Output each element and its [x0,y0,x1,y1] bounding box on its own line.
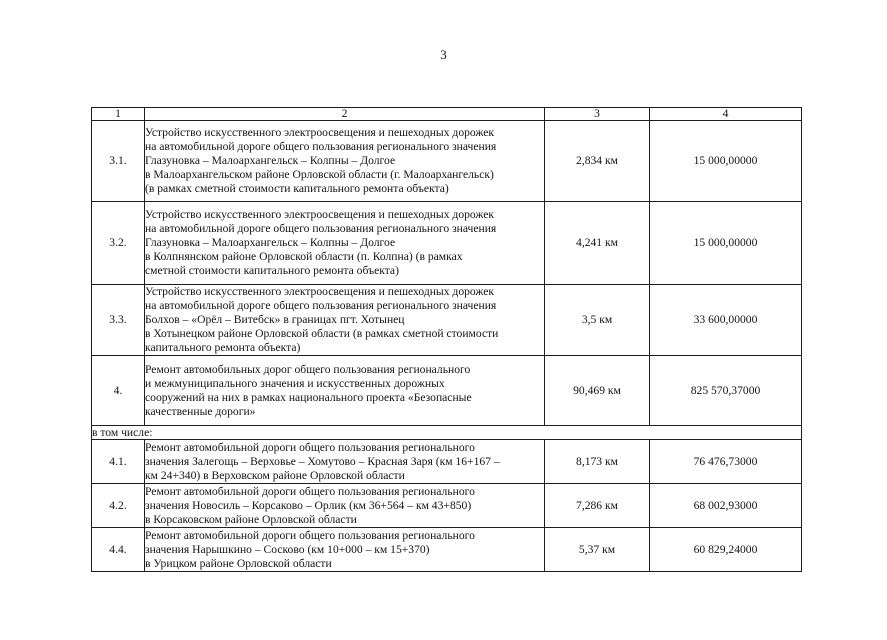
header-cell-description: 2 [145,108,545,121]
description-line: Устройство искусственного электроосвещения и пешеходных дорожек [145,126,495,139]
description-line: в Хотынецком районе Орловской области (в рамках сметной стоимости [145,327,499,340]
description-line: Глазуновка – Малоархангельск – Колпны – Долгое [145,236,396,249]
table-row [92,528,802,572]
table-subheader-row [92,426,802,440]
description-line: Болхов – «Орёл – Витебск» в границах пгт. Хотынец [145,313,405,326]
row-length: 3,5 км [545,285,650,356]
header-cell-amount: 4 [650,108,802,121]
description-line: сооружений на них в рамках национального проекта «Безопасные [145,390,472,404]
description-line: на автомобильной дороге общего пользования регионального значения [145,140,497,153]
row-length: 8,173 км [545,440,650,484]
description-line: значения Новосиль – Корсаково – Орлик (км 36+564 – км 43+850) [145,498,472,512]
table-row [92,285,802,356]
description-line: Устройство искусственного электроосвещения и пешеходных дорожек [145,285,495,298]
row-amount: 68 002,93000 [650,484,802,528]
table-row [92,121,802,202]
row-amount: 15 000,00000 [650,202,802,285]
page-number: 3 [440,47,447,62]
row-length: 90,469 км [545,356,650,426]
subheader-including: в том числе: [92,426,802,440]
description-line: Ремонт автомобильной дороги общего пользования регионального [145,528,475,542]
table-row [92,440,802,484]
row-number: 3.2. [92,202,145,285]
row-amount: 76 476,73000 [650,440,802,484]
table-header-row [92,108,802,121]
row-description [145,121,545,202]
description-line: Глазуновка – Малоархангельск – Колпны – Долгое [145,154,396,167]
row-amount: 33 600,00000 [650,285,802,356]
description-line: на автомобильной дороге общего пользования регионального значения [145,222,497,235]
description-line: в Колпнянском районе Орловской области (п. Колпна) (в рамках [145,250,463,263]
row-description [145,285,545,356]
row-number: 4.2. [92,484,145,528]
row-number: 4.4. [92,528,145,572]
header-cell-number: 1 [92,108,145,121]
row-description [145,528,545,572]
row-number: 4. [92,356,145,426]
row-number: 3.1. [92,121,145,202]
description-line: Ремонт автомобильных дорог общего пользования регионального [145,362,471,376]
description-line: Устройство искусственного электроосвещения и пешеходных дорожек [145,208,495,221]
row-length: 5,37 км [545,528,650,572]
table-row [92,356,802,426]
table-row [92,484,802,528]
description-line: и межмуниципального значения и искусственных дорожных [145,376,445,390]
description-line: км 24+340) в Верховском районе Орловской области [145,468,405,482]
row-description [145,202,545,285]
row-description [145,356,545,426]
row-description [145,484,545,528]
row-number: 3.3. [92,285,145,356]
row-length: 2,834 км [545,121,650,202]
description-line: качественные дороги» [145,404,256,418]
description-line: значения Нарышкино – Сосково (км 10+000 – км 15+370) [145,542,430,556]
description-line: Ремонт автомобильной дороги общего пользования регионального [145,484,475,498]
description-line: в Корсаковском районе Орловской области [145,512,357,526]
row-number: 4.1. [92,440,145,484]
description-line: (в рамках сметной стоимости капитального ремонта объекта) [145,182,449,195]
row-length: 7,286 км [545,484,650,528]
row-amount: 15 000,00000 [650,121,802,202]
description-line: на автомобильной дороге общего пользования регионального значения [145,299,497,312]
row-amount: 825 570,37000 [650,356,802,426]
description-line: капитального ремонта объекта) [145,341,301,354]
budget-table [91,107,802,572]
row-length: 4,241 км [545,202,650,285]
description-line: в Малоархангельском районе Орловской области (г. Малоархангельск) [145,168,494,181]
row-amount: 60 829,24000 [650,528,802,572]
description-line: Ремонт автомобильной дороги общего пользования регионального [145,440,475,454]
row-description [145,440,545,484]
header-cell-length: 3 [545,108,650,121]
table-row [92,202,802,285]
description-line: значения Залегощь – Верховье – Хомутово – Красная Заря (км 16+167 – [145,454,500,468]
description-line: сметной стоимости капитального ремонта объекта) [145,264,399,277]
description-line: в Урицком районе Орловской области [145,556,332,570]
